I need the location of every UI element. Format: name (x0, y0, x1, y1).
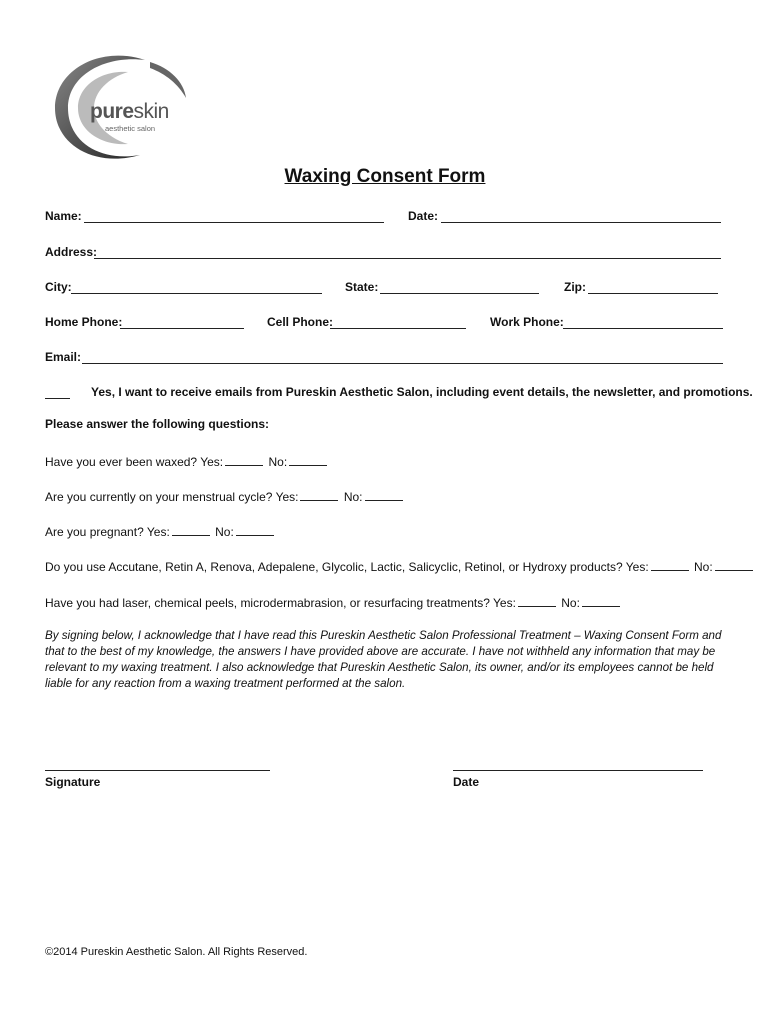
zip-label: Zip: (564, 280, 586, 294)
question-text: Do you use Accutane, Retin A, Renova, Adepalene, Glycolic, Lactic, Salicyclic, Retinol, or Hydroxy products? (45, 560, 623, 574)
yes-label: Yes: (275, 490, 299, 504)
cell-phone-field[interactable] (330, 328, 466, 329)
question-text: Are you pregnant? (45, 525, 144, 539)
date-field[interactable] (441, 222, 721, 223)
address-field[interactable] (94, 258, 721, 259)
yes-label: Yes: (493, 596, 516, 610)
logo-tagline: aesthetic salon (105, 124, 156, 133)
yes-answer-field[interactable] (651, 559, 689, 571)
yes-answer-field[interactable] (225, 454, 263, 466)
questions-heading: Please answer the following questions: (45, 417, 270, 431)
email-label: Email: (45, 350, 82, 364)
no-answer-field[interactable] (289, 454, 327, 466)
yes-answer-field[interactable] (518, 595, 556, 607)
pureskin-logo (50, 50, 190, 165)
question-row (45, 454, 329, 469)
no-label: No: (343, 490, 363, 504)
no-answer-field[interactable] (582, 595, 620, 607)
question-row (45, 489, 405, 504)
work-phone-field[interactable] (563, 328, 723, 329)
logo-brand-skin: skin (133, 100, 169, 123)
logo-brand-pure: pure (90, 100, 134, 123)
yes-label: Yes: (200, 455, 224, 469)
question-row (45, 595, 622, 610)
acknowledgement-paragraph: By signing below, I acknowledge that I have read this Pureskin Aesthetic Salon Professional Treatment – Waxing Consent Form and that to the best of my knowledge, the answers I have provided above are accurate. I have not withheld any information that may be relevant to my waxing treatment. I also acknowledge that Pureskin Aesthetic Salon, its owner, and/or its employees cannot be held liable for any reaction from a waxing treatment performed at the salon. (45, 629, 722, 690)
signature-field[interactable] (45, 770, 270, 771)
home-phone-label: Home Phone: (45, 315, 123, 329)
signature-date-label: Date (453, 775, 480, 789)
question-row (45, 524, 276, 539)
signature-label: Signature (45, 775, 101, 789)
work-phone-label: Work Phone: (490, 315, 564, 329)
state-field[interactable] (380, 293, 539, 294)
question-text: Have you had laser, chemical peels, microdermabrasion, or resurfacing treatments? (45, 596, 490, 610)
question-text: Have you ever been waxed? (45, 455, 198, 469)
logo-wordmark (90, 100, 169, 124)
date-label: Date: (408, 209, 439, 223)
name-field[interactable] (84, 222, 384, 223)
yes-label: Yes: (625, 560, 649, 574)
no-label: No: (561, 596, 580, 610)
question-row (45, 559, 755, 574)
state-label: State: (345, 280, 379, 294)
name-label: Name: (45, 209, 82, 223)
no-answer-field[interactable] (236, 524, 274, 536)
no-answer-field[interactable] (715, 559, 753, 571)
yes-answer-field[interactable] (300, 489, 338, 501)
city-field[interactable] (71, 293, 322, 294)
no-answer-field[interactable] (365, 489, 403, 501)
email-optin-checkbox[interactable] (45, 398, 70, 399)
no-label: No: (268, 455, 288, 469)
address-label: Address: (45, 245, 98, 259)
question-text: Are you currently on your menstrual cycle? (45, 490, 273, 504)
email-field[interactable] (82, 363, 723, 364)
form-title: Waxing Consent Form (284, 166, 486, 187)
yes-answer-field[interactable] (172, 524, 210, 536)
copyright-footer: ©2014 Pureskin Aesthetic Salon. All Rights Reserved. (45, 946, 308, 958)
signature-date-field[interactable] (453, 770, 703, 771)
no-label: No: (694, 560, 713, 574)
cell-phone-label: Cell Phone: (267, 315, 334, 329)
no-label: No: (215, 525, 234, 539)
zip-field[interactable] (588, 293, 718, 294)
email-optin-text: Yes, I want to receive emails from Pureskin Aesthetic Salon, including event details, the newsletter, and promotions. (91, 385, 753, 399)
home-phone-field[interactable] (120, 328, 244, 329)
city-label: City: (45, 280, 72, 294)
yes-label: Yes: (146, 525, 170, 539)
